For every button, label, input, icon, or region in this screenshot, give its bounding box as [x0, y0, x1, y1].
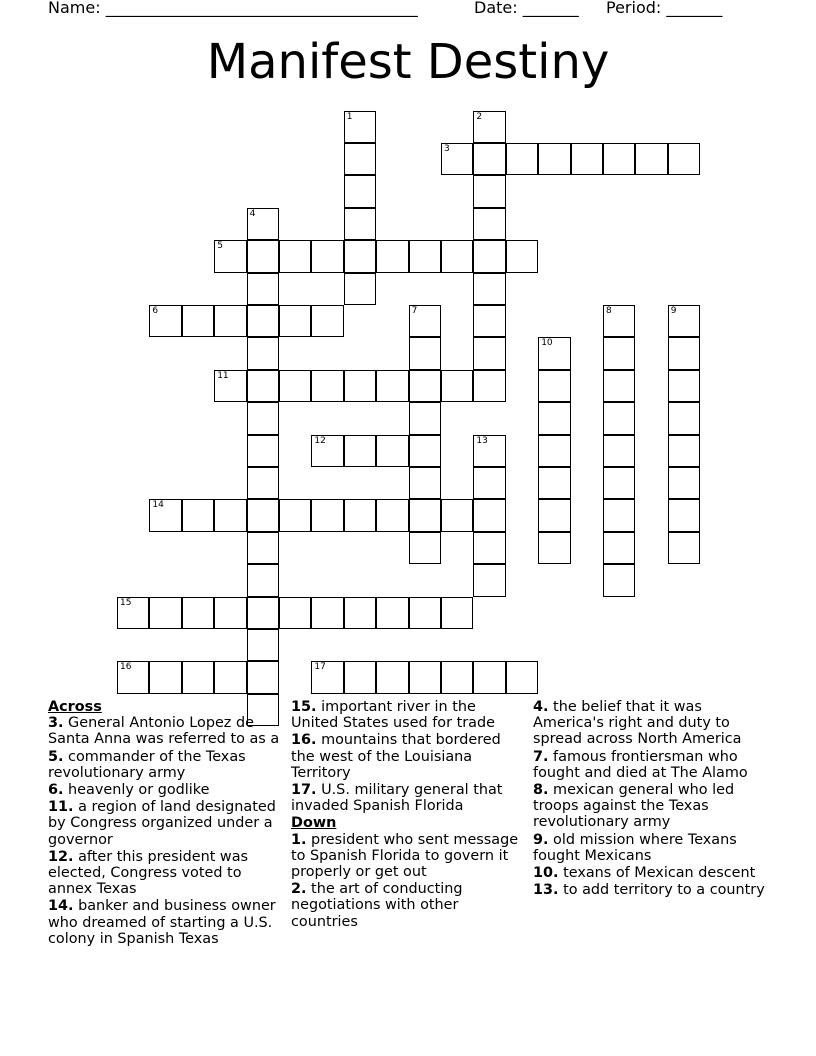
grid-cell[interactable] [182, 661, 214, 693]
grid-cell[interactable] [376, 435, 408, 467]
grid-cell[interactable] [311, 240, 343, 272]
clue-item [48, 849, 284, 898]
grid-cell[interactable] [538, 370, 570, 402]
grid-cell[interactable] [473, 143, 505, 175]
grid-cell[interactable] [376, 499, 408, 531]
clue-text: banker and business owner who dreamed of starting a U.S. colony in Spanish Texas [48, 898, 276, 947]
clue-number: 4. [533, 699, 549, 715]
clue-item [291, 732, 523, 781]
clue-item [533, 865, 773, 881]
clue-number: 5 [217, 241, 223, 252]
clue-item [48, 782, 284, 798]
grid-cell[interactable] [279, 240, 311, 272]
name-label: Name: [48, 0, 101, 17]
grid-cell[interactable] [441, 143, 473, 175]
grid-cell[interactable] [409, 402, 441, 434]
grid-cell[interactable] [117, 661, 149, 693]
grid-cell[interactable] [344, 499, 376, 531]
clue-text: mountains that bordered the west of the Louisiana Territory [291, 732, 501, 781]
clue-number: 9 [670, 306, 677, 316]
clue-text: General Antonio Lopez de Santa Anna was referred to as a [48, 715, 280, 748]
grid-cell[interactable] [473, 273, 505, 305]
grid-cell[interactable] [214, 240, 246, 272]
grid-cell[interactable] [344, 175, 376, 207]
clue-item [533, 882, 773, 898]
grid-cell[interactable] [311, 499, 343, 531]
clue-text: U.S. military general that invaded Spanish Florida [291, 782, 503, 815]
clue-number: 15 [120, 597, 132, 608]
clue-list [48, 715, 284, 947]
clue-text: the art of conducting negotiations with other countries [291, 881, 463, 930]
grid-cell[interactable] [149, 305, 181, 337]
grid-cell[interactable] [344, 597, 376, 629]
clue-number: 14 [152, 500, 164, 511]
grid-cell[interactable] [668, 337, 700, 369]
grid-cell[interactable] [247, 435, 279, 467]
clue-number: 10 [541, 338, 553, 349]
grid-cell[interactable] [247, 337, 279, 369]
grid-cell[interactable] [247, 661, 279, 693]
grid-cell[interactable] [668, 499, 700, 531]
grid-cell[interactable] [473, 208, 505, 240]
clue-number: 17. [291, 782, 317, 799]
grid-cell[interactable] [311, 370, 343, 402]
grid-cell[interactable] [473, 467, 505, 499]
grid-cell[interactable] [214, 597, 246, 629]
clue-number: 16 [120, 662, 132, 673]
grid-cell[interactable] [247, 305, 279, 337]
clue-text: to add territory to a country [558, 882, 765, 899]
clue-text: president who sent message to Spanish Florida to govern it properly or get out [291, 831, 519, 881]
clue-number: 17 [314, 662, 326, 673]
grid-cell[interactable] [473, 240, 505, 272]
grid-cell[interactable] [668, 402, 700, 434]
grid-cell[interactable] [603, 467, 635, 499]
grid-cell[interactable] [441, 499, 473, 531]
grid-cell[interactable] [473, 175, 505, 207]
grid-cell[interactable] [344, 111, 376, 143]
grid-cell[interactable] [344, 370, 376, 402]
grid-cell[interactable] [247, 629, 279, 661]
date-label: Date: [474, 0, 518, 17]
across-clues-col1 [48, 699, 284, 948]
clue-item [533, 832, 773, 864]
grid-cell[interactable] [668, 370, 700, 402]
grid-cell[interactable] [409, 499, 441, 531]
clue-item [48, 749, 284, 781]
grid-cell[interactable] [247, 597, 279, 629]
clue-text: heavenly or godlike [63, 782, 210, 799]
grid-cell[interactable] [409, 661, 441, 693]
grid-cell[interactable] [279, 597, 311, 629]
grid-cell[interactable] [668, 532, 700, 564]
grid-cell[interactable] [409, 467, 441, 499]
grid-cell[interactable] [344, 240, 376, 272]
grid-cell[interactable] [409, 597, 441, 629]
grid-cell[interactable] [668, 467, 700, 499]
grid-cell[interactable] [247, 240, 279, 272]
clue-text: the belief that it was America's right and duty to spread across North America [533, 699, 742, 748]
clue-number: 12. [48, 848, 74, 865]
grid-cell[interactable] [376, 661, 408, 693]
clue-number: 7. [533, 748, 549, 765]
grid-cell[interactable] [603, 435, 635, 467]
clue-item [48, 799, 284, 848]
grid-cell[interactable] [376, 370, 408, 402]
grid-cell[interactable] [311, 661, 343, 693]
grid-cell[interactable] [603, 143, 635, 175]
grid-cell[interactable] [247, 532, 279, 564]
grid-cell[interactable] [538, 435, 570, 467]
clue-text: commander of the Texas revolutionary army [48, 748, 246, 781]
grid-cell[interactable] [603, 499, 635, 531]
grid-cell[interactable] [603, 370, 635, 402]
grid-cell[interactable] [473, 532, 505, 564]
clue-item [48, 715, 284, 747]
down-clues-col3 [533, 699, 773, 899]
grid-cell[interactable] [344, 273, 376, 305]
grid-cell[interactable] [473, 435, 505, 467]
clue-item [291, 699, 523, 731]
grid-cell[interactable] [214, 661, 246, 693]
grid-cell[interactable] [538, 143, 570, 175]
grid-cell[interactable] [473, 305, 505, 337]
grid-cell[interactable] [214, 305, 246, 337]
grid-cell[interactable] [603, 402, 635, 434]
grid-cell[interactable] [182, 305, 214, 337]
period-label: Period: [606, 0, 662, 17]
grid-cell[interactable] [603, 532, 635, 564]
grid-cell[interactable] [344, 435, 376, 467]
clue-text: texans of Mexican descent [558, 865, 756, 882]
grid-cell[interactable] [376, 240, 408, 272]
grid-cell[interactable] [506, 240, 538, 272]
grid-cell[interactable] [668, 435, 700, 467]
grid-cell[interactable] [409, 532, 441, 564]
clue-number: 10. [533, 865, 559, 882]
clue-number: 16. [291, 732, 317, 749]
period-line: _______ [666, 0, 723, 17]
clue-item [291, 832, 523, 881]
clue-text: old mission where Texans fought Mexicans [533, 831, 737, 864]
grid-cell[interactable] [182, 499, 214, 531]
clue-item [48, 898, 284, 947]
clue-number: 14. [48, 898, 74, 915]
clue-item [533, 699, 773, 748]
grid-cell[interactable] [409, 337, 441, 369]
clue-item [533, 782, 773, 831]
grid-cell[interactable] [247, 467, 279, 499]
clue-number: 4 [249, 208, 256, 219]
grid-cell[interactable] [344, 208, 376, 240]
grid-cell[interactable] [311, 435, 343, 467]
name-line: _______________________________________ [105, 0, 418, 17]
grid-cell[interactable] [311, 597, 343, 629]
clue-number: 6. [48, 782, 64, 799]
grid-cell[interactable] [473, 111, 505, 143]
grid-cell[interactable] [279, 305, 311, 337]
grid-cell[interactable] [279, 370, 311, 402]
grid-cell[interactable] [409, 240, 441, 272]
page-title: Manifest Destiny [206, 34, 610, 90]
grid-cell[interactable] [149, 499, 181, 531]
grid-cell[interactable] [441, 370, 473, 402]
grid-cell[interactable] [247, 273, 279, 305]
clue-list [291, 699, 523, 814]
grid-cell[interactable] [149, 661, 181, 693]
clue-text: mexican general who led troops against the Texas revolutionary army [533, 782, 735, 831]
grid-cell[interactable] [311, 305, 343, 337]
clue-list [291, 832, 523, 930]
grid-cell[interactable] [603, 337, 635, 369]
grid-cell[interactable] [344, 661, 376, 693]
clue-number: 2. [291, 881, 307, 898]
grid-cell[interactable] [473, 661, 505, 693]
grid-cell[interactable] [538, 402, 570, 434]
grid-cell[interactable] [538, 532, 570, 564]
clue-number: 8 [606, 306, 612, 316]
clue-number: 13 [476, 435, 488, 446]
clue-number: 6 [152, 306, 159, 316]
grid-cell[interactable] [506, 143, 538, 175]
grid-cell[interactable] [603, 305, 635, 337]
clue-number: 3. [48, 715, 64, 732]
clue-number: 5. [48, 748, 64, 765]
clue-number: 11. [48, 799, 74, 816]
grid-cell[interactable] [538, 499, 570, 531]
grid-cell[interactable] [344, 143, 376, 175]
clue-item [533, 749, 773, 781]
grid-cell[interactable] [506, 661, 538, 693]
grid-cell[interactable] [279, 499, 311, 531]
grid-cell[interactable] [668, 143, 700, 175]
grid-cell[interactable] [668, 305, 700, 337]
clue-text: famous frontiersman who fought and died at The Alamo [533, 748, 748, 781]
grid-cell[interactable] [247, 564, 279, 596]
across-heading: Across [48, 699, 102, 715]
clue-text: important river in the United States used for trade [291, 699, 495, 732]
grid-cell[interactable] [214, 499, 246, 531]
grid-cell[interactable] [538, 337, 570, 369]
grid-cell[interactable] [247, 499, 279, 531]
down-heading: Down [291, 815, 337, 832]
grid-cell[interactable] [247, 370, 279, 402]
grid-cell[interactable] [117, 597, 149, 629]
grid-cell[interactable] [149, 597, 181, 629]
grid-cell[interactable] [441, 597, 473, 629]
grid-cell[interactable] [473, 499, 505, 531]
clue-text: after this president was elected, Congress voted to annex Texas [48, 848, 249, 898]
clue-number: 3 [444, 144, 450, 154]
date-line: _______ [522, 0, 579, 17]
grid-cell[interactable] [182, 597, 214, 629]
grid-cell[interactable] [214, 370, 246, 402]
grid-cell[interactable] [473, 370, 505, 402]
clue-number: 8. [533, 782, 549, 799]
clue-number: 13. [533, 882, 559, 899]
clue-item [291, 782, 523, 814]
clue-number: 7 [411, 306, 418, 316]
grid-cell[interactable] [441, 661, 473, 693]
clue-number: 2 [476, 111, 483, 122]
grid-cell[interactable] [571, 143, 603, 175]
clue-number: 11 [217, 370, 229, 381]
clue-list [533, 699, 773, 898]
grid-cell[interactable] [635, 143, 667, 175]
clue-number: 1 [346, 111, 353, 122]
grid-cell[interactable] [247, 208, 279, 240]
clue-item [291, 881, 523, 930]
clue-text: a region of land designated by Congress organized under a governor [48, 799, 276, 848]
clue-number: 1. [291, 831, 307, 848]
grid-cell[interactable] [473, 564, 505, 596]
grid-cell[interactable] [409, 435, 441, 467]
grid-cell[interactable] [473, 337, 505, 369]
grid-cell[interactable] [376, 597, 408, 629]
grid-cell[interactable] [441, 240, 473, 272]
grid-cell[interactable] [409, 370, 441, 402]
grid-cell[interactable] [603, 564, 635, 596]
clue-number: 9. [533, 831, 549, 848]
clue-number: 12 [314, 435, 326, 446]
grid-cell[interactable] [409, 305, 441, 337]
grid-cell[interactable] [538, 467, 570, 499]
grid-cell[interactable] [247, 402, 279, 434]
clues-col2 [291, 699, 523, 931]
clue-number: 15. [291, 699, 317, 715]
